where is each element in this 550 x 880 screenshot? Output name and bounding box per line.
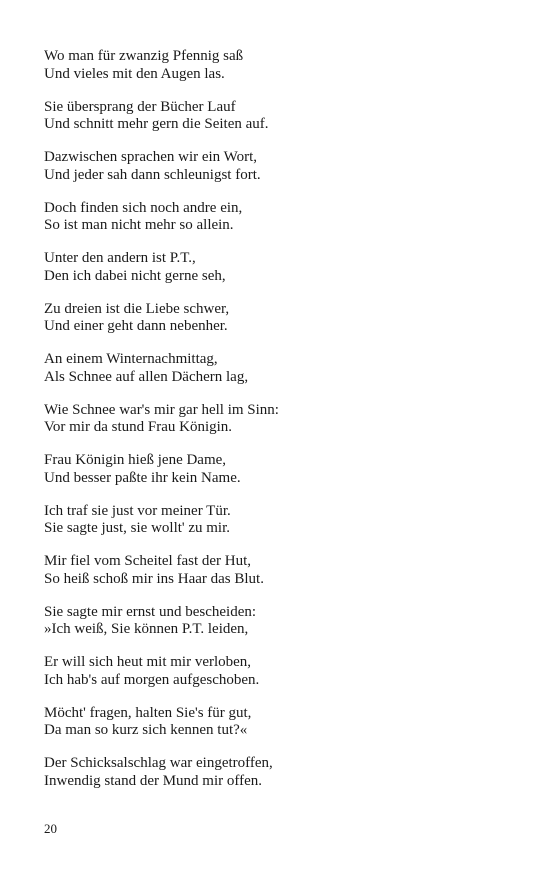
- verse-line: Und schnitt mehr gern die Seiten auf.: [44, 116, 269, 132]
- stanza-15: [44, 755, 514, 806]
- verse-line: So heiß schoß mir ins Haar das Blut.: [44, 570, 264, 587]
- verse-line: Dazwischen sprachen wir ein Wort,: [44, 149, 258, 165]
- stanza-1: [44, 48, 514, 99]
- verse-line: Sie sagte just, sie wollt' zu mir.: [44, 520, 231, 536]
- stanza-10: [44, 503, 514, 554]
- verse-line: Frau Königin hieß jene Dame,: [44, 452, 227, 468]
- stanza-4: [44, 200, 514, 251]
- stanza-6: [44, 301, 514, 352]
- verse-line: Mir fiel vom Scheitel fast der Hut,: [44, 553, 252, 569]
- verse-line: Der Schicksalschlag war eingetroffen,: [44, 755, 273, 771]
- verse-line: »Ich weiß, Sie können P.T. leiden,: [44, 621, 249, 637]
- verse-line: Sie sagte mir ernst und bescheiden:: [44, 603, 257, 620]
- verse-line: Und einer geht dann nebenher.: [44, 318, 228, 334]
- verse-line: Und vieles mit den Augen las.: [44, 65, 225, 82]
- verse-line: Unter den andern ist P.T.,: [44, 250, 196, 266]
- verse-line: Ich traf sie just vor meiner Tür.: [44, 502, 231, 519]
- verse-line: Zu dreien ist die Liebe schwer,: [44, 300, 230, 317]
- stanza-2: [44, 99, 514, 150]
- verse-line: Inwendig stand der Mund mir offen.: [44, 772, 263, 789]
- stanza-3: [44, 149, 514, 200]
- verse-line: Da man so kurz sich kennen tut?«: [44, 722, 248, 738]
- stanza-5: [44, 250, 514, 301]
- verse-line: Ich hab's auf morgen aufgeschoben.: [44, 671, 260, 688]
- stanza-7: [44, 351, 514, 402]
- verse-line: Vor mir da stund Frau Königin.: [44, 419, 233, 435]
- stanza-14: [44, 705, 514, 756]
- stanza-11: [44, 553, 514, 604]
- verse-line: Als Schnee auf allen Dächern lag,: [44, 368, 249, 385]
- poem-body: [44, 48, 514, 806]
- verse-line: Den ich dabei nicht gerne seh,: [44, 267, 226, 284]
- verse-line: Wie Schnee war's mir gar hell im Sinn:: [44, 401, 279, 418]
- stanza-9: [44, 452, 514, 503]
- page-number: 20: [44, 821, 57, 836]
- verse-line: Sie übersprang der Bücher Lauf: [44, 98, 236, 115]
- verse-line: An einem Winternachmittag,: [44, 351, 218, 367]
- verse-line: Doch finden sich noch andre ein,: [44, 199, 243, 216]
- verse-line: Und jeder sah dann schleunigst fort.: [44, 166, 261, 183]
- stanza-13: [44, 654, 514, 705]
- verse-line: Wo man für zwanzig Pfennig saß: [44, 48, 244, 64]
- stanza-12: [44, 604, 514, 655]
- verse-line: Möcht' fragen, halten Sie's für gut,: [44, 704, 252, 721]
- verse-line: Und besser paßte ihr kein Name.: [44, 469, 241, 486]
- verse-line: So ist man nicht mehr so allein.: [44, 217, 234, 233]
- verse-line: Er will sich heut mit mir verloben,: [44, 654, 252, 670]
- stanza-8: [44, 402, 514, 453]
